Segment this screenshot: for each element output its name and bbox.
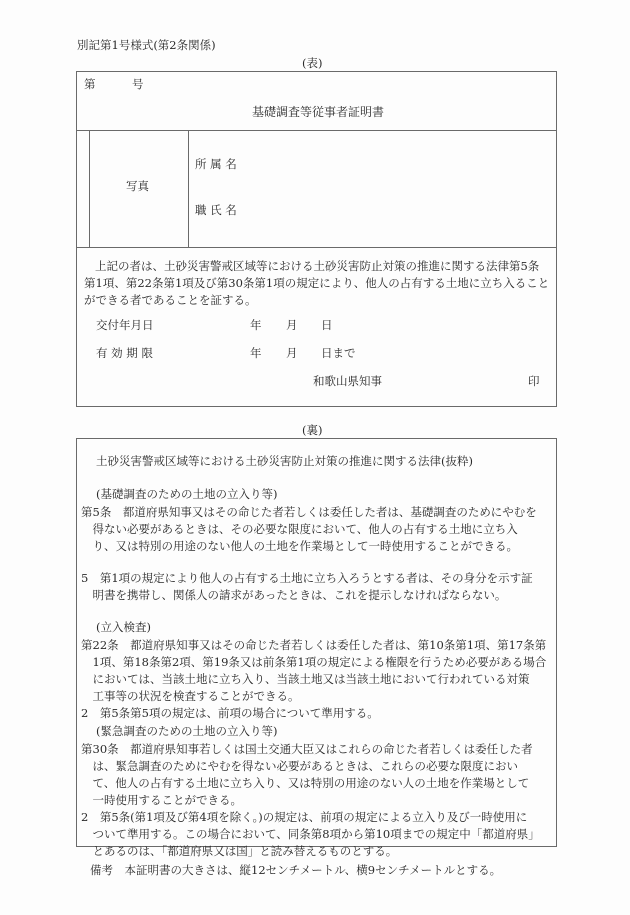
back-side-label: (裏) — [302, 423, 323, 437]
article-5-paragraph-5 — [81, 570, 551, 604]
law-line: とあるのは、「都道府県又は国」と読み替えるものとする。 — [81, 844, 398, 858]
certification-text — [84, 258, 549, 309]
law-line: 一時使用することができる。 — [81, 793, 242, 807]
article-30 — [81, 741, 551, 860]
affiliation-label: 所 属 名 — [195, 157, 237, 171]
article-22 — [81, 637, 551, 722]
law-line: は、緊急調査のためにやむを得ない必要があるときは、これらの必要な限度におい — [81, 759, 518, 773]
section-heading: (基礎調査のための土地の立入り等) — [96, 487, 278, 501]
certification-line: 第1項、第22条第1項及び第30条第1項の規定により、他人の占有する土地に立ち入ること — [84, 276, 550, 290]
remarks-note: 備考 本証明書の大きさは、縦12センチメートル、横9センチメートルとする。 — [90, 863, 502, 877]
law-line: 明書を携帯し、関係人の請求があったときは、これを提示しなければならない。 — [81, 588, 507, 602]
back-card — [76, 438, 557, 858]
issuer-name: 和歌山県知事 — [313, 374, 382, 388]
certificate-title: 基礎調査等従事者証明書 — [252, 105, 385, 119]
law-line: 第30条 都道府県知事若しくは国土交通大臣又はこれらの命じた者若しくは委任した者 — [81, 742, 533, 756]
article-5 — [81, 504, 551, 555]
law-line: 第5条 都道府県知事又はその命じた者若しくは委任した者は、基礎調査のためにやむを — [81, 505, 537, 519]
law-line: 5 第1項の規定により他人の占有する土地に立ち入ろうとする者は、その身分を示す証 — [81, 571, 533, 585]
law-line: 第22条 都道府県知事又はその命じた者若しくは委任した者は、第10条第1項、第17条第 — [81, 638, 547, 652]
law-line: ついて準用する。この場合において、同条第8項から第10項までの規定中「都道府県」 — [81, 827, 540, 841]
law-line: 1項、第18条第2項、第19条又は前条第1項の規定による権限を行うため必要がある場合 — [81, 655, 547, 669]
position-name-label: 職 氏 名 — [195, 203, 237, 217]
section-heading: (緊急調査のための土地の立入り等) — [96, 724, 278, 738]
divider — [188, 130, 189, 247]
law-line: 2 第5条第5項の規定は、前項の場合について準用する。 — [81, 706, 379, 720]
divider — [89, 130, 90, 247]
divider — [77, 247, 556, 248]
number-prefix: 第 — [84, 77, 96, 91]
section-heading: (立入検査) — [96, 620, 151, 634]
issue-date-label: 交付年月日 — [96, 318, 154, 332]
law-line: 2 第5条(第1項及び第4項を除く。)の規定は、前項の規定による立入り及び一時使用に — [81, 810, 528, 824]
expiry-label: 有 効 期 限 — [96, 346, 153, 360]
law-line: 工事等の状況を検査することができる。 — [81, 689, 300, 703]
front-side-label: (表) — [302, 56, 323, 70]
issue-month: 月 — [286, 318, 298, 332]
number-suffix: 号 — [132, 77, 144, 91]
expiry-day: 日まで — [321, 346, 356, 360]
photo-placeholder: 写真 — [126, 179, 149, 193]
law-line: 得ない必要があるときは、その必要な限度において、他人の占有する土地に立ち入 — [81, 522, 518, 536]
law-line: り、又は特別の用途のない他人の土地を作業場として一時使用することができる。 — [81, 539, 518, 553]
expiry-month: 月 — [286, 346, 298, 360]
front-card — [76, 71, 557, 407]
law-line: て、他人の占有する土地に立ち入り、又は特別の用途のない人の土地を作業場として — [81, 776, 530, 790]
form-label: 別記第1号様式(第2条関係) — [77, 38, 216, 52]
issue-day: 日 — [321, 318, 333, 332]
law-line: においては、当該土地に立ち入り、当該土地又は当該土地において行われている対策 — [81, 672, 530, 686]
seal-mark: 印 — [528, 374, 540, 388]
certification-line: ができる者であることを証する。 — [84, 293, 257, 307]
divider — [77, 130, 556, 131]
certification-line: 上記の者は、土砂災害警戒区域等における土砂災害防止対策の推進に関する法律第5条 — [95, 259, 540, 273]
expiry-year: 年 — [250, 346, 262, 360]
law-title: 土砂災害警戒区域等における土砂災害防止対策の推進に関する法律(抜粋) — [96, 454, 473, 468]
issue-year: 年 — [250, 318, 262, 332]
